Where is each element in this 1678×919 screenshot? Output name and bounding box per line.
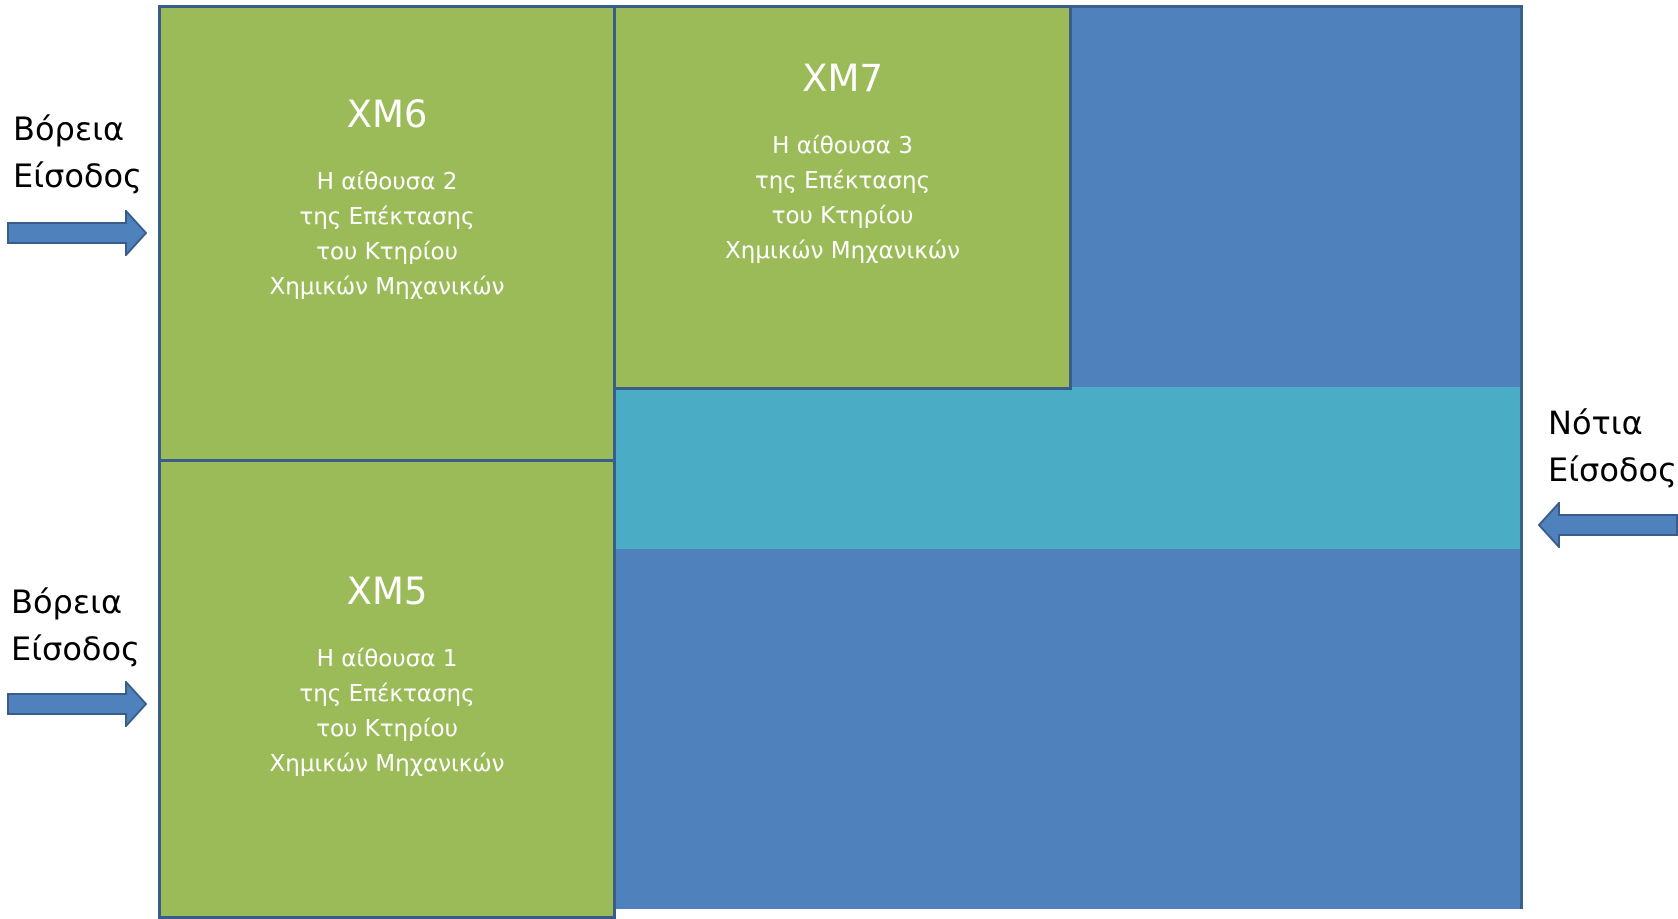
room-xm5[interactable]: [158, 459, 616, 919]
room-xm6[interactable]: [158, 5, 616, 462]
room-desc-line: Η αίθουσα 2: [316, 169, 458, 195]
north-entrance-top: [13, 106, 142, 200]
room-desc-line: Η αίθουσα 3: [772, 133, 913, 159]
room-desc-line: Χημικών Μηχανικών: [269, 751, 505, 777]
room-description: [616, 129, 1069, 269]
room-code: XM6: [346, 93, 428, 136]
room-desc-line: της Επέκτασης: [299, 681, 475, 707]
room-desc-line: του Κτηρίου: [316, 239, 458, 265]
room-desc-line: Η αίθουσα 1: [316, 646, 458, 672]
arrow-right-icon: [7, 681, 147, 727]
room-desc-line: Χημικών Μηχανικών: [725, 238, 960, 264]
entrance-label: Είσοδος: [1548, 451, 1677, 489]
room-code: XM7: [802, 57, 883, 100]
entrance-label: Είσοδος: [13, 157, 142, 195]
room-desc-line: της Επέκτασης: [754, 168, 931, 194]
corridor: [614, 387, 1520, 549]
room-code: XM5: [346, 570, 428, 613]
entrance-label: Νότια: [1548, 404, 1643, 442]
room-xm7[interactable]: [613, 5, 1072, 390]
south-entrance: [1548, 400, 1677, 494]
room-desc-line: Χημικών Μηχανικών: [269, 274, 505, 300]
room-desc-line: του Κτηρίου: [316, 716, 458, 742]
arrow-right-icon: [7, 210, 147, 256]
entrance-label: Βόρεια: [13, 110, 125, 148]
room-description: [161, 642, 613, 782]
room-desc-line: της Επέκτασης: [299, 204, 475, 230]
arrow-left-icon: [1538, 502, 1678, 548]
room-desc-line: του Κτηρίου: [771, 203, 914, 229]
north-entrance-bottom: [11, 579, 140, 673]
entrance-label: Είσοδος: [11, 630, 140, 668]
entrance-label: Βόρεια: [11, 583, 123, 621]
room-description: [161, 165, 613, 305]
